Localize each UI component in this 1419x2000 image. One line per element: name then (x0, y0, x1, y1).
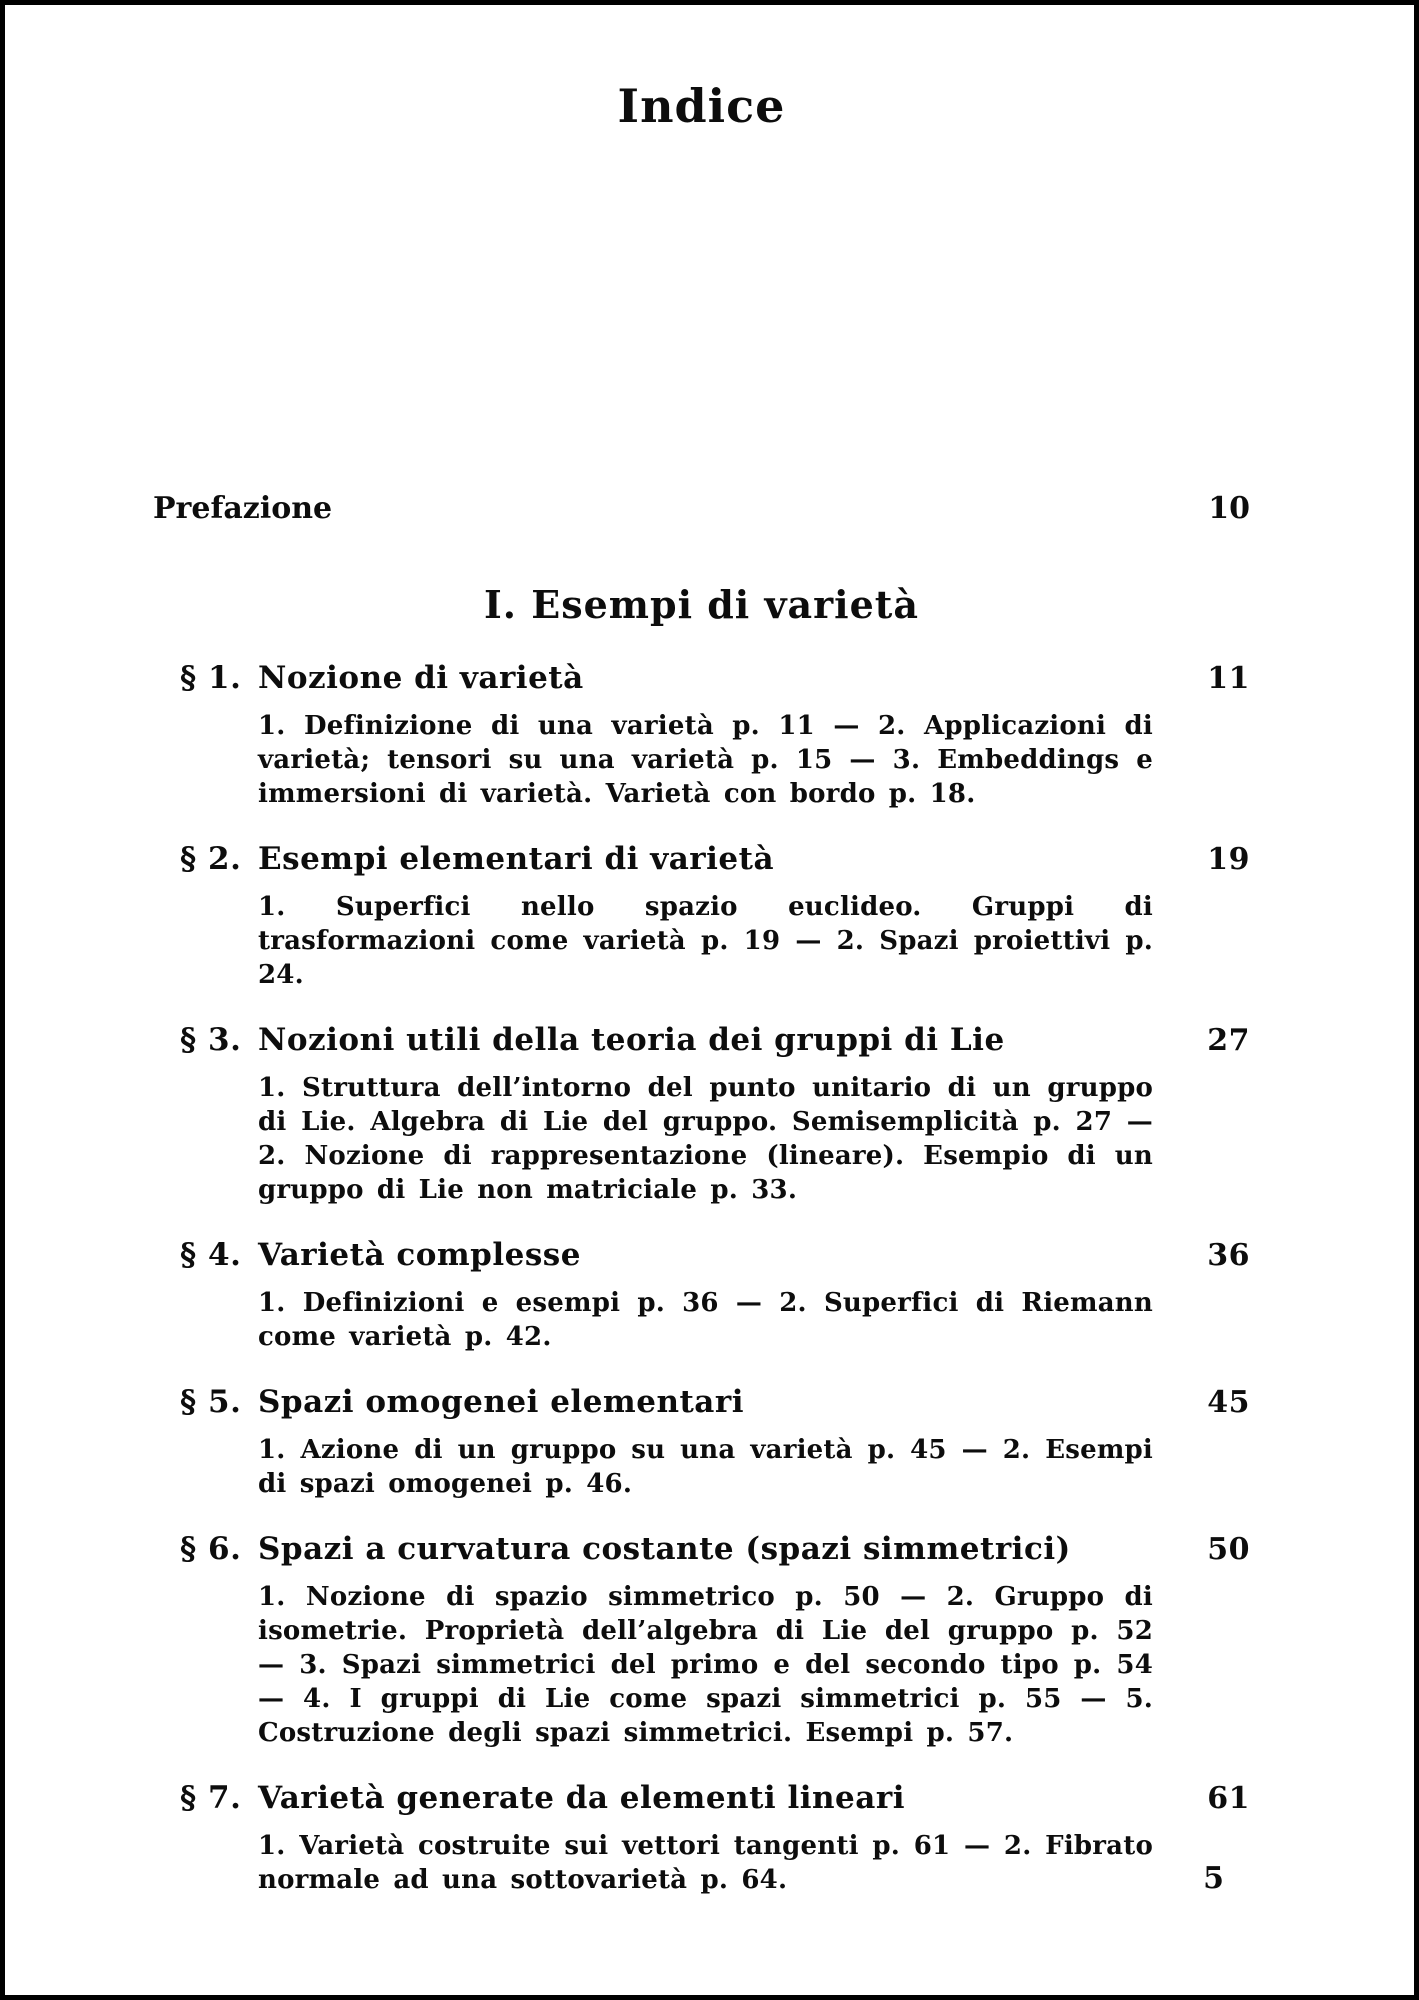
prefazione-page-number: 10 (1208, 490, 1250, 526)
toc-section-heading (180, 1777, 1250, 1820)
page-title: Indice (617, 79, 786, 133)
section-title: Nozione di varietà (258, 660, 584, 697)
section-title: Varietà complesse (258, 1237, 581, 1274)
section-marker: § 1. (180, 660, 242, 697)
section-marker: § 7. (180, 1780, 242, 1817)
section-page-number: 27 (1207, 1023, 1250, 1059)
section-detail: 1. Definizioni e esempi p. 36 — 2. Superfici di Riemann come varietà p. 42. (258, 1288, 1153, 1353)
section-marker: § 6. (180, 1531, 242, 1568)
section-page-number: 11 (1207, 661, 1250, 697)
toc-section (153, 1019, 1250, 1207)
section-page-number: 45 (1207, 1385, 1250, 1421)
toc-section-heading (180, 657, 1250, 700)
section-title: Spazi a curvatura costante (spazi simmetrici) (258, 1531, 1071, 1568)
folio-page-number: 5 (1203, 1861, 1224, 1896)
toc-section-heading (180, 1234, 1250, 1277)
section-detail: 1. Azione di un gruppo su una varietà p. 45 — 2. Esempi di spazi omogenei p. 46. (258, 1435, 1153, 1500)
prefazione-label: Prefazione (153, 490, 333, 526)
section-detail: 1. Definizione di una varietà p. 11 — 2. Applicazioni di varietà; tensori su una varietà p. 15 — 3. Embeddings e immersioni di varietà. Varietà con bordo p. 18. (258, 711, 1153, 810)
section-marker: § 4. (180, 1237, 242, 1274)
toc-section (153, 1528, 1250, 1750)
section-marker: § 2. (180, 841, 242, 878)
section-title: Nozioni utili della teoria dei gruppi di Lie (258, 1022, 1005, 1059)
section-page-number: 61 (1207, 1781, 1250, 1817)
section-detail: 1. Nozione di spazio simmetrico p. 50 — 2. Gruppo di isometrie. Proprietà dell’algebra di Lie del gruppo p. 52 — 3. Spazi simmetrici del primo e del secondo tipo p. 54 — 4. I gruppi di Lie come spazi simmetrici p. 55 — 5. Costruzione degli spazi simmetrici. Esempi p. 57. (258, 1582, 1153, 1749)
toc-section (153, 1777, 1250, 1897)
toc-section-heading (180, 1528, 1250, 1571)
prefazione-row (153, 491, 1250, 527)
section-title: Spazi omogenei elementari (258, 1384, 745, 1421)
toc-section (153, 657, 1250, 811)
toc-section-heading (180, 1381, 1250, 1424)
section-title: Esempi elementari di varietà (258, 841, 775, 878)
toc-section-heading (180, 838, 1250, 881)
section-marker: § 3. (180, 1022, 242, 1059)
chapter-title: I. Esempi di varietà (484, 581, 919, 627)
section-detail: 1. Varietà costruite sui vettori tangenti p. 61 — 2. Fibrato normale ad una sottovarietà p. 64. (258, 1831, 1153, 1896)
section-page-number: 36 (1207, 1238, 1250, 1274)
section-detail: 1. Struttura dell’intorno del punto unitario di un gruppo di Lie. Algebra di Lie del gruppo. Semisemplicità p. 27 — 2. Nozione di rappresentazione (lineare). Esempio di un gruppo di Lie non matriciale p. 33. (258, 1073, 1153, 1206)
section-marker: § 5. (180, 1384, 242, 1421)
toc-section (153, 1234, 1250, 1354)
toc-section (153, 838, 1250, 992)
toc-section (153, 1381, 1250, 1501)
section-page-number: 19 (1207, 842, 1250, 878)
section-detail: 1. Superfici nello spazio euclideo. Gruppi di trasformazioni come varietà p. 19 — 2. Spazi proiettivi p. 24. (258, 892, 1153, 991)
toc-section-heading (180, 1019, 1250, 1062)
toc-sections (153, 657, 1250, 1897)
section-page-number: 50 (1207, 1532, 1250, 1568)
section-title: Varietà generate da elementi lineari (258, 1780, 905, 1817)
